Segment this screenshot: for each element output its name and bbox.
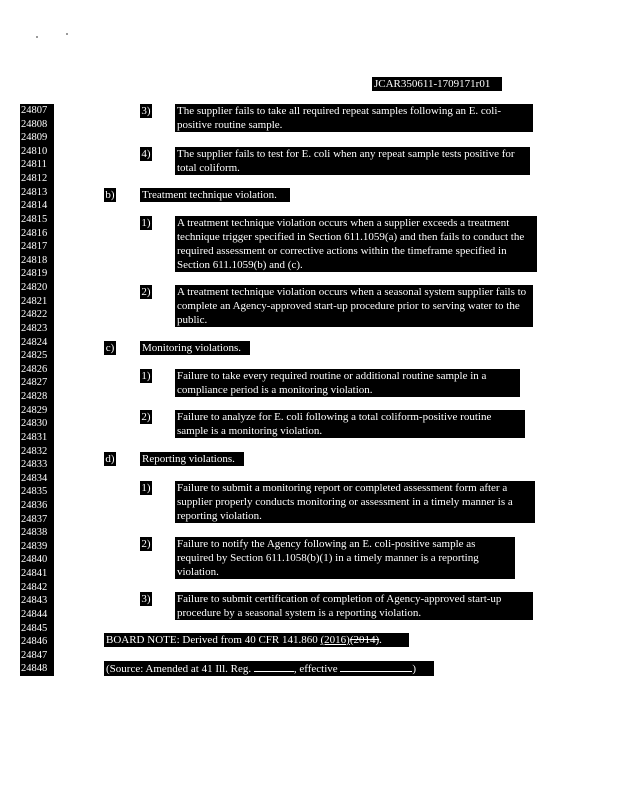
line-number: 24829 xyxy=(20,404,54,418)
line-number: 24813 xyxy=(20,186,54,200)
line-number: 24830 xyxy=(20,417,54,431)
section-heading-monitoring: Monitoring violations. xyxy=(140,341,250,355)
line-number: 24826 xyxy=(20,363,54,377)
item-marker: 2) xyxy=(141,411,151,423)
line-number: 24828 xyxy=(20,390,54,404)
line-number: 24818 xyxy=(20,254,54,268)
section-marker: c) xyxy=(105,342,115,354)
item-marker: 3) xyxy=(141,105,151,117)
line-number: 24845 xyxy=(20,622,54,636)
source-suffix: ) xyxy=(412,663,417,675)
line-number: 24827 xyxy=(20,376,54,390)
line-number: 24843 xyxy=(20,594,54,608)
paragraph-d1: Failure to submit a monitoring report or completed assessment form after a supplier properly conducts monitoring or assessment in a timely manner is a reporting violation. xyxy=(175,481,535,523)
line-number: 24823 xyxy=(20,322,54,336)
line-number: 24812 xyxy=(20,172,54,186)
line-number: 24837 xyxy=(20,513,54,527)
line-number: 24836 xyxy=(20,499,54,513)
line-number: 24831 xyxy=(20,431,54,445)
paragraph-b2: A treatment technique violation occurs when a seasonal system supplier fails to complete an Agency-approved start-up procedure prior to serving water to the public. xyxy=(175,285,533,327)
paragraph-item-4: The supplier fails to test for E. coli when any repeat sample tests positive for total coliform. xyxy=(175,147,530,175)
board-note-suffix: . xyxy=(379,634,382,646)
scan-speck xyxy=(66,33,68,35)
line-number: 24834 xyxy=(20,472,54,486)
line-number: 24808 xyxy=(20,118,54,132)
line-number: 24835 xyxy=(20,485,54,499)
line-number: 24819 xyxy=(20,267,54,281)
line-number: 24842 xyxy=(20,581,54,595)
source-blank xyxy=(340,661,412,672)
line-number: 24832 xyxy=(20,445,54,459)
section-heading-reporting: Reporting violations. xyxy=(140,452,244,466)
scan-speck xyxy=(36,36,38,38)
board-note-deleted: (2014) xyxy=(349,634,380,646)
source-prefix: (Source: Amended at 41 Ill. Reg. xyxy=(106,663,254,675)
line-number: 24821 xyxy=(20,295,54,309)
line-number: 24822 xyxy=(20,308,54,322)
line-number: 24809 xyxy=(20,131,54,145)
paragraph-d2: Failure to notify the Agency following an E. coli-positive sample as required by Section 611.1058(b)(1) in a timely manner is a reporting violation. xyxy=(175,537,515,579)
line-number: 24848 xyxy=(20,662,54,676)
line-number: 24811 xyxy=(20,158,54,172)
line-number: 24846 xyxy=(20,635,54,649)
item-marker: 2) xyxy=(141,286,151,298)
line-number: 24844 xyxy=(20,608,54,622)
paragraph-d3: Failure to submit certification of completion of Agency-approved start-up procedure by a seasonal system is a reporting violation. xyxy=(175,592,533,620)
paragraph-c2: Failure to analyze for E. coli following a total coliform-positive routine sample is a monitoring violation. xyxy=(175,410,525,438)
item-marker: 3) xyxy=(141,593,151,605)
line-number: 24815 xyxy=(20,213,54,227)
section-marker: d) xyxy=(105,453,115,465)
line-number: 24817 xyxy=(20,240,54,254)
line-number: 24840 xyxy=(20,553,54,567)
line-number: 24847 xyxy=(20,649,54,663)
source-line xyxy=(104,661,434,676)
line-number: 24833 xyxy=(20,458,54,472)
paragraph-c1: Failure to take every required routine or additional routine sample in a compliance period is a monitoring violation. xyxy=(175,369,520,397)
line-number: 24807 xyxy=(20,104,54,118)
line-number: 24820 xyxy=(20,281,54,295)
board-note-added: (2016) xyxy=(320,634,350,646)
line-number: 24841 xyxy=(20,567,54,581)
item-marker: 1) xyxy=(141,370,151,382)
item-marker: 2) xyxy=(141,538,151,550)
line-number: 24824 xyxy=(20,336,54,350)
line-number: 24810 xyxy=(20,145,54,159)
line-number: 24838 xyxy=(20,526,54,540)
document-id: JCAR350611-1709171r01 xyxy=(372,77,502,91)
paragraph-b1: A treatment technique violation occurs when a supplier exceeds a treatment technique trigger specified in Section 611.1059(a) and then fails to conduct the required assessment or corrective actions within the timeframe specified in Section 611.1059(b) and (c). xyxy=(175,216,537,272)
section-heading-treatment: Treatment technique violation. xyxy=(140,188,290,202)
line-number: 24814 xyxy=(20,199,54,213)
section-marker: b) xyxy=(105,189,115,201)
line-number: 24839 xyxy=(20,540,54,554)
line-number: 24825 xyxy=(20,349,54,363)
item-marker: 1) xyxy=(141,482,151,494)
source-middle: , effective xyxy=(293,663,341,675)
item-marker: 4) xyxy=(141,148,151,160)
source-blank xyxy=(254,661,294,672)
board-note xyxy=(104,633,409,647)
item-marker: 1) xyxy=(141,217,151,229)
line-number: 24816 xyxy=(20,227,54,241)
paragraph-item-3: The supplier fails to take all required repeat samples following an E. coli-positive routine sample. xyxy=(175,104,533,132)
board-note-prefix: BOARD NOTE: Derived from 40 CFR 141.860 xyxy=(106,634,321,646)
